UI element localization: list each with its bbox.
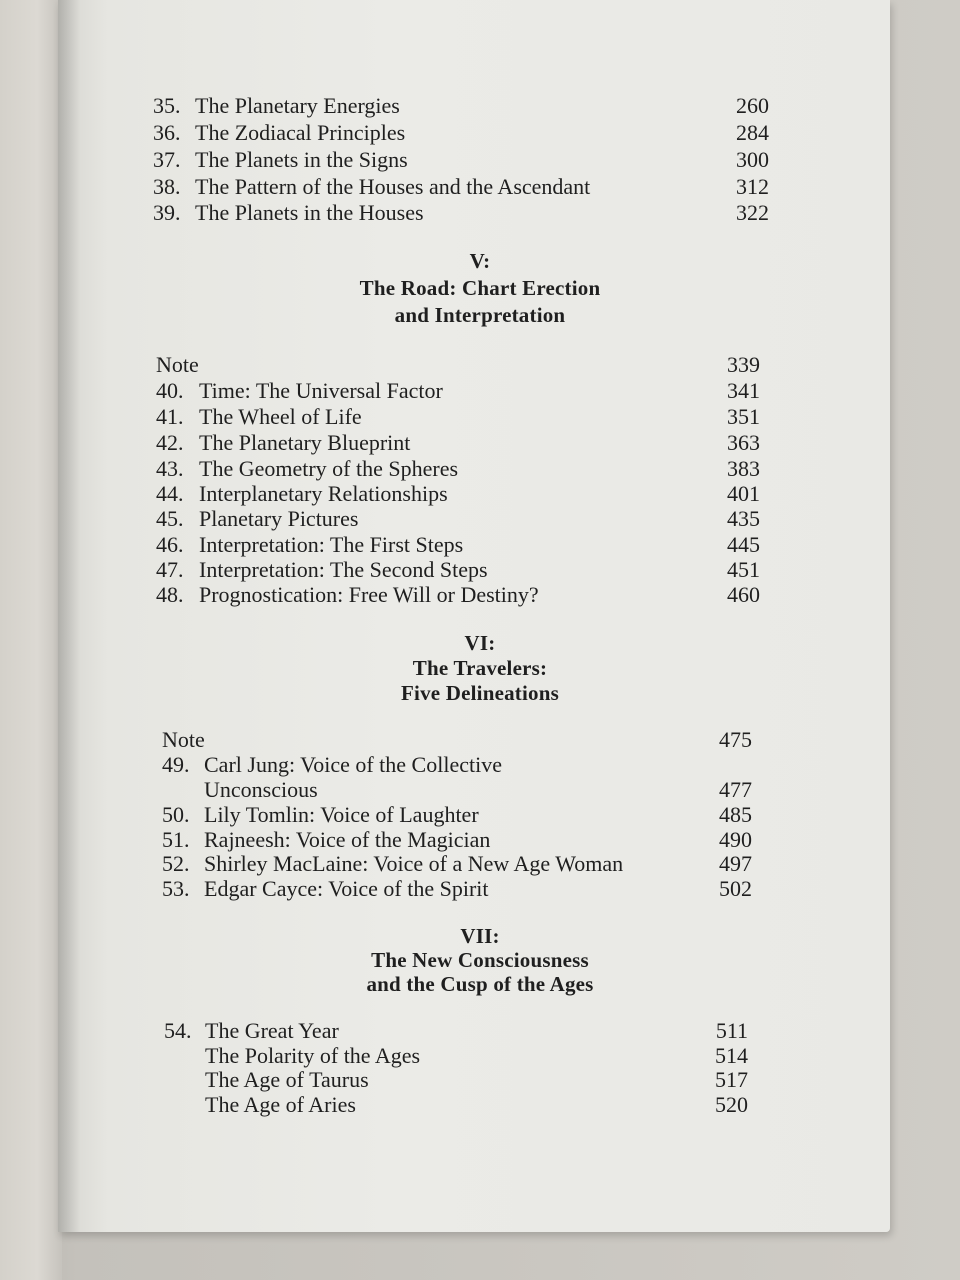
toc-entry-number: 50. xyxy=(162,802,190,827)
toc-entry-page: 363 xyxy=(727,430,760,455)
toc-entry xyxy=(153,200,769,226)
toc-entry xyxy=(156,378,760,404)
toc-entry-title: The Geometry of the Spheres xyxy=(199,456,459,481)
toc-entry-number: 51. xyxy=(162,827,190,852)
part-title-line1: The Travelers: xyxy=(412,656,548,680)
toc-entry-number: 35. xyxy=(153,93,181,118)
toc-entry xyxy=(164,1043,748,1069)
toc-entry-number: 40. xyxy=(156,378,184,403)
toc-entry-number: 41. xyxy=(156,404,184,429)
toc-entry-page: 520 xyxy=(715,1092,748,1117)
toc-entry-page: 339 xyxy=(727,352,760,377)
toc-entry-title: Carl Jung: Voice of the Collective xyxy=(204,752,502,777)
toc-entry-title: Planetary Pictures xyxy=(199,506,359,531)
toc-entry-number: 43. xyxy=(156,456,184,481)
toc-entry xyxy=(156,456,760,482)
toc-entry xyxy=(156,430,760,456)
toc-entry-page: 312 xyxy=(736,174,769,199)
toc-entry-title: The Age of Aries xyxy=(205,1092,356,1117)
toc-entry-title: The Pattern of the Houses and the Ascendant xyxy=(195,174,591,199)
toc-entry xyxy=(164,1092,748,1118)
toc-entry-number: 46. xyxy=(156,532,184,557)
part-label: VII: xyxy=(460,924,500,948)
toc-entry-number: 47. xyxy=(156,557,184,582)
toc-entry xyxy=(156,352,760,378)
toc-entry-number: 42. xyxy=(156,430,184,455)
toc-entry xyxy=(156,582,760,608)
toc-entry xyxy=(156,532,760,558)
toc-entry-title: The Planetary Blueprint xyxy=(199,430,411,455)
toc-entry xyxy=(153,174,769,200)
toc-entry-title: The Age of Taurus xyxy=(205,1067,369,1092)
toc-entry-number: 54. xyxy=(164,1018,192,1043)
toc-entry-title: Interplanetary Relationships xyxy=(199,481,448,506)
toc-entry-page: 383 xyxy=(727,456,760,481)
toc-entry-page: 485 xyxy=(719,802,752,827)
toc-entry-title: Note xyxy=(162,727,205,752)
toc-entry-page: 477 xyxy=(719,777,752,802)
toc-entry-number: 49. xyxy=(162,752,190,777)
toc-entry xyxy=(156,557,760,583)
toc-entry-number: 39. xyxy=(153,200,181,225)
toc-entry-title: Rajneesh: Voice of the Magician xyxy=(204,827,491,852)
toc-entry-title: Lily Tomlin: Voice of Laughter xyxy=(204,802,479,827)
toc-entry-page: 511 xyxy=(715,1018,748,1043)
toc-entry-title: The Planets in the Signs xyxy=(195,147,408,172)
toc-entry-page: 451 xyxy=(727,557,760,582)
toc-entry-number: 45. xyxy=(156,506,184,531)
toc-entry-page: 517 xyxy=(715,1067,748,1092)
toc-entry xyxy=(153,93,769,119)
toc-entry-page: 497 xyxy=(719,851,752,876)
toc-entry xyxy=(164,1018,748,1044)
toc-entry xyxy=(153,147,769,173)
toc-entry-number: 36. xyxy=(153,120,181,145)
toc-entry-number: 37. xyxy=(153,147,181,172)
part-title-line2: and the Cusp of the Ages xyxy=(366,972,594,996)
toc-entry xyxy=(162,876,752,902)
toc-entry-number: 52. xyxy=(162,851,190,876)
toc-entry-title: The Planetary Energies xyxy=(195,93,400,118)
toc-entry-title: The Planets in the Houses xyxy=(195,200,424,225)
toc-entry-page: 435 xyxy=(727,506,760,531)
toc-entry-page: 401 xyxy=(727,481,760,506)
part-label: VI: xyxy=(464,631,496,655)
toc-entry-title: Interpretation: The First Steps xyxy=(199,532,464,557)
toc-entry-page: 475 xyxy=(719,727,752,752)
part-label: V: xyxy=(469,249,491,273)
toc-entry-title: The Polarity of the Ages xyxy=(205,1043,421,1068)
part-title-line2: and Interpretation xyxy=(394,303,566,327)
toc-entry-title: The Zodiacal Principles xyxy=(195,120,406,145)
toc-entry xyxy=(162,851,752,877)
toc-entry-title: The Wheel of Life xyxy=(199,404,362,429)
toc-entry-page: 260 xyxy=(736,93,769,118)
toc-entry-title: Time: The Universal Factor xyxy=(199,378,443,403)
toc-entry-page: 502 xyxy=(719,876,752,901)
part-title-line1: The Road: Chart Erection xyxy=(359,276,601,300)
toc-entry-page: 322 xyxy=(736,200,769,225)
toc-entry-number: 48. xyxy=(156,582,184,607)
toc-entry-page: 445 xyxy=(727,532,760,557)
toc-entry xyxy=(162,752,752,778)
toc-entry xyxy=(162,827,752,853)
toc-entry xyxy=(162,777,752,803)
toc-entry xyxy=(156,506,760,532)
toc-entry-page: 341 xyxy=(727,378,760,403)
toc-entry-page: 460 xyxy=(727,582,760,607)
toc-entry-number: 53. xyxy=(162,876,190,901)
toc-entry-title: Prognostication: Free Will or Destiny? xyxy=(199,582,539,607)
toc-entry xyxy=(164,1067,748,1093)
toc-entry xyxy=(156,404,760,430)
toc-entry-title: Edgar Cayce: Voice of the Spirit xyxy=(204,876,489,901)
toc-entry-title: Note xyxy=(156,352,199,377)
toc-entry-page: 284 xyxy=(736,120,769,145)
toc-entry-page: 514 xyxy=(715,1043,748,1068)
toc-entry-page: 351 xyxy=(727,404,760,429)
toc-entry-title: Shirley MacLaine: Voice of a New Age Woman xyxy=(204,851,624,876)
toc-entry-page: 490 xyxy=(719,827,752,852)
part-title-line1: The New Consciousness xyxy=(371,948,589,972)
toc-entry-page: 300 xyxy=(736,147,769,172)
toc-entry-number: 38. xyxy=(153,174,181,199)
toc-entry xyxy=(153,120,769,146)
toc-entry-title: Interpretation: The Second Steps xyxy=(199,557,488,582)
toc-entry-title: The Great Year xyxy=(205,1018,339,1043)
toc-entry-number: 44. xyxy=(156,481,184,506)
toc-entry xyxy=(156,481,760,507)
toc-entry-title: Unconscious xyxy=(204,777,318,802)
toc-entry xyxy=(162,727,752,753)
part-title-line2: Five Delineations xyxy=(401,681,559,705)
toc-entry xyxy=(162,802,752,828)
